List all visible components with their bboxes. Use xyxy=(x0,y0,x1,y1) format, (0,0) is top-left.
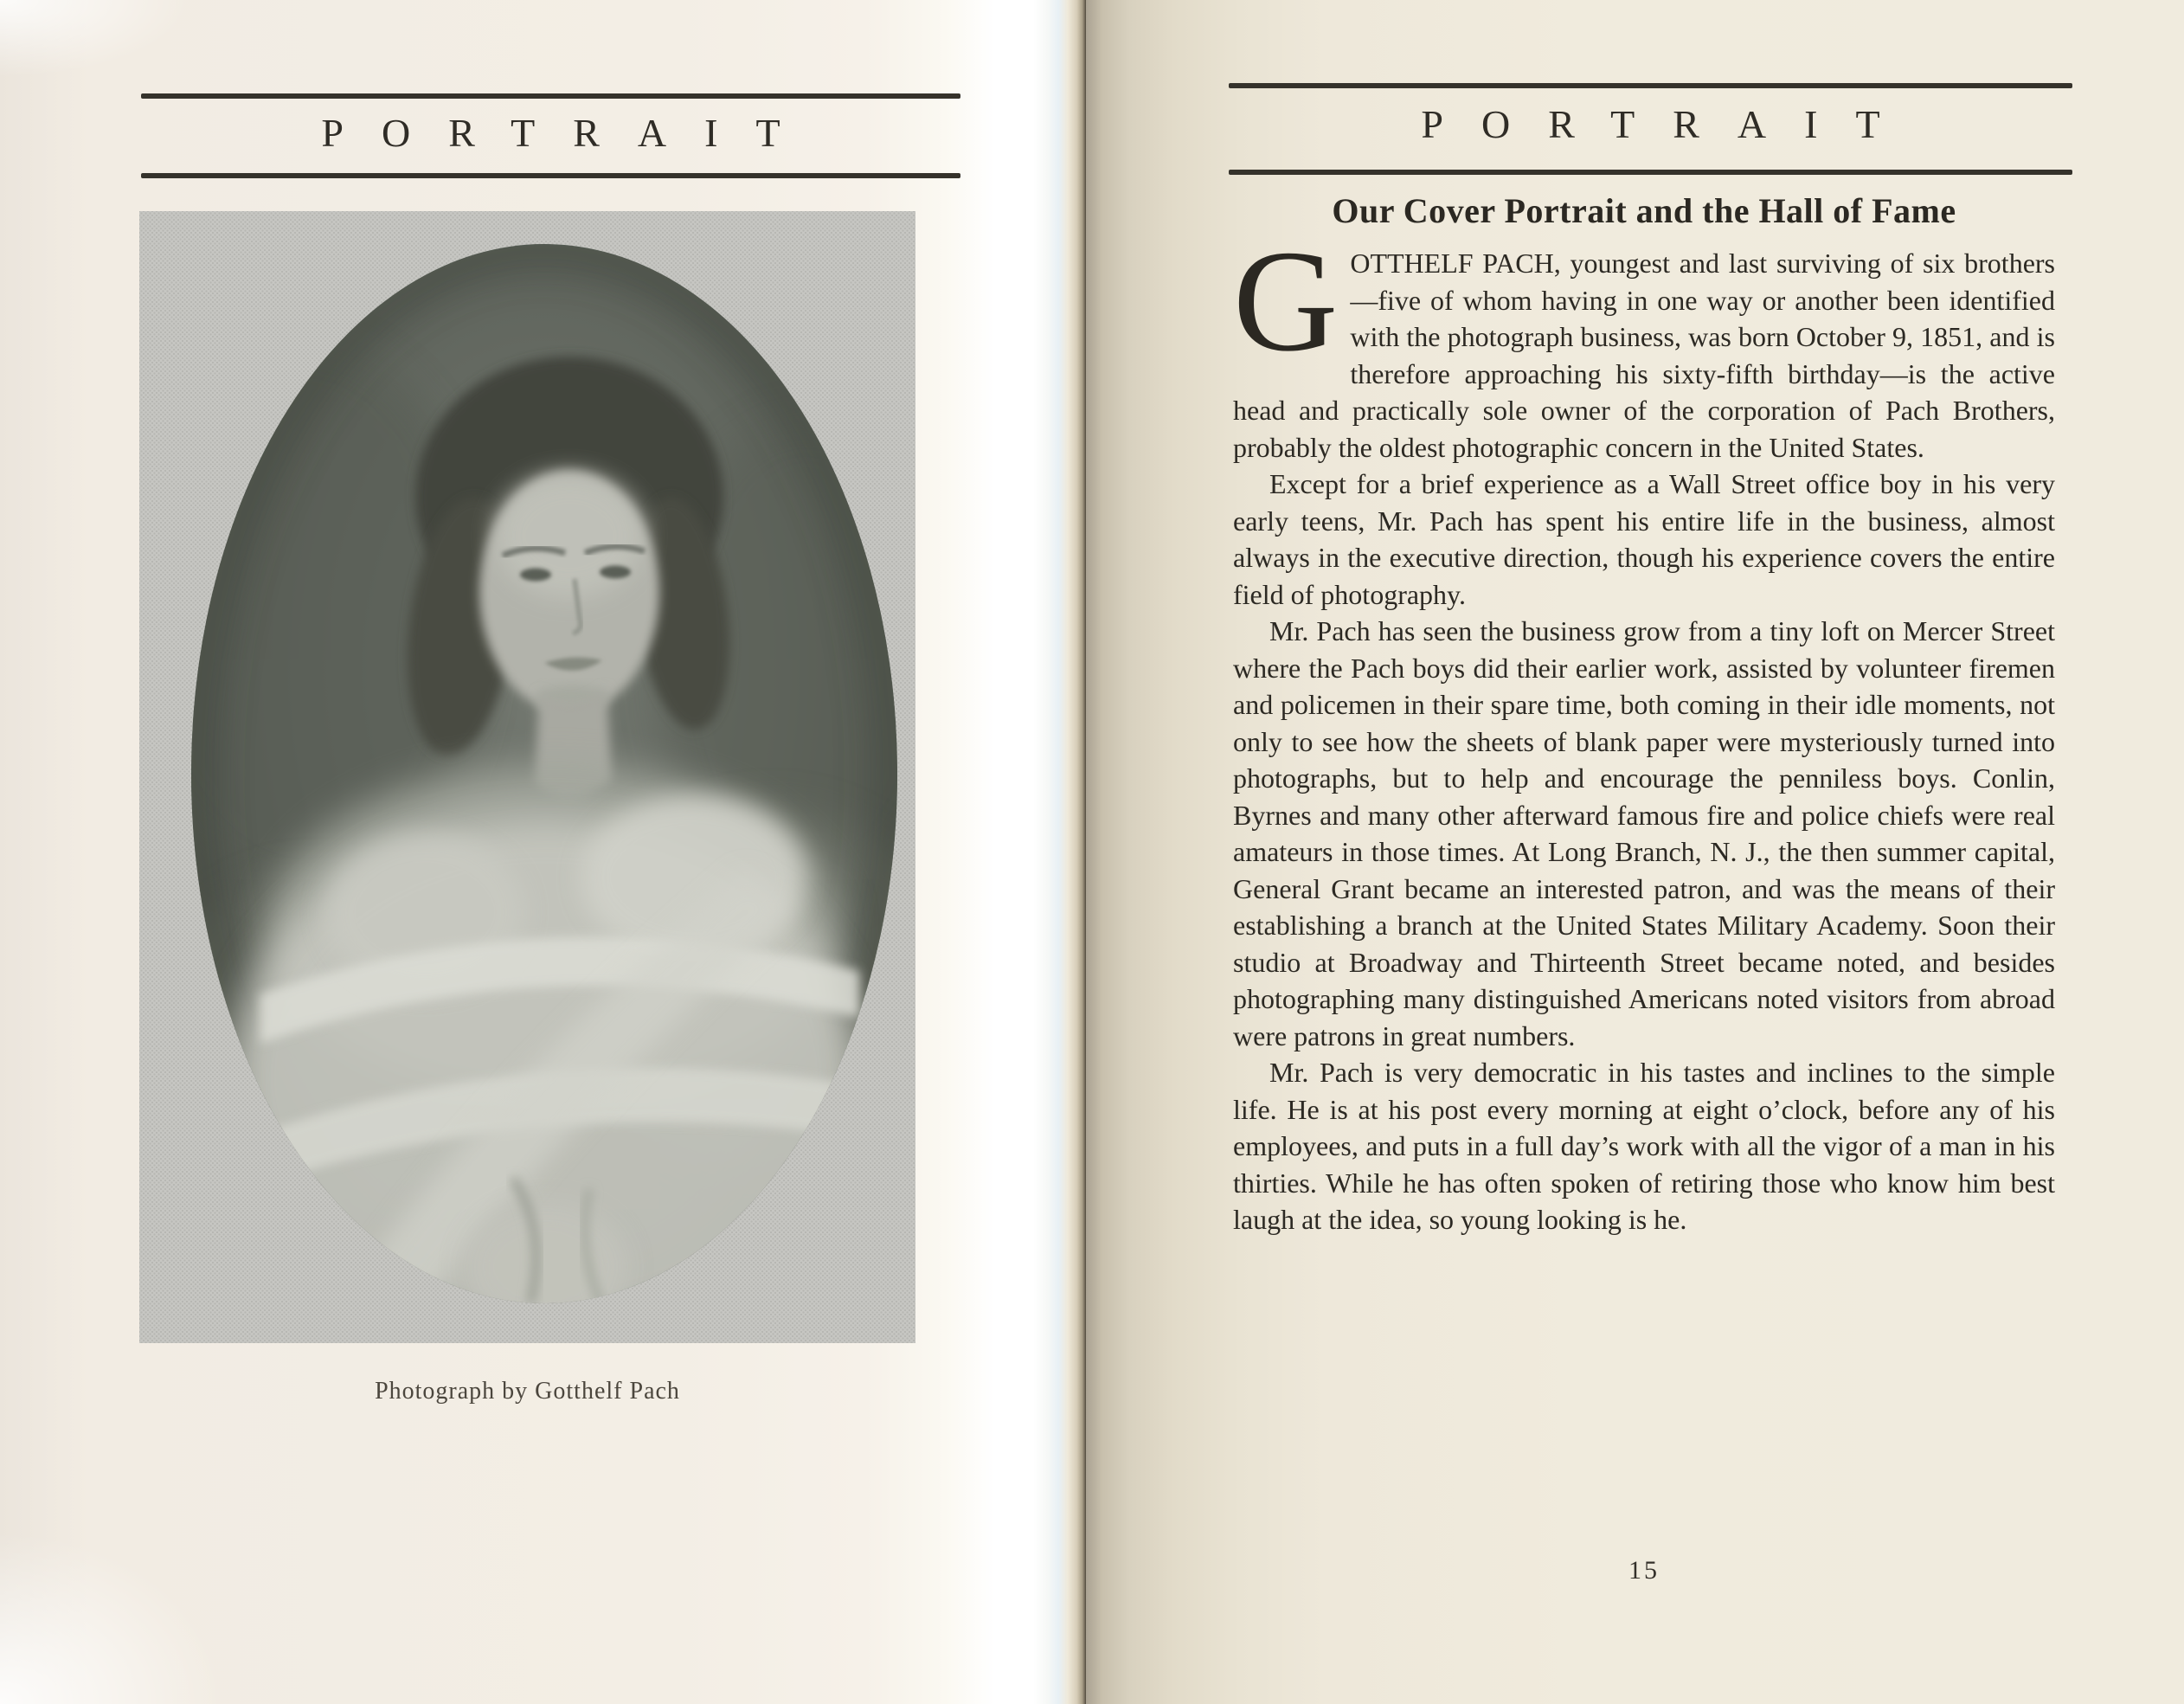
photo-caption: Photograph by Gotthelf Pach xyxy=(375,1378,680,1405)
lead-paragraph-text: OTTHELF PACH, youngest and last surviving of six brothers—five of whom having in one way or another been identified with the photograph business, was born October 9, 1851, and is therefore approaching his sixty-fifth birthday—is the active head and practically sole owner of the corporation of Pach Brothers, probably the oldest photographic concern in the United States. xyxy=(1233,248,2055,463)
right-page xyxy=(1086,0,2184,1704)
drop-cap: G xyxy=(1233,221,1339,382)
paragraph-4: Mr. Pach is very democratic in his tastes and inclines to the simple life. He is at his post every morning at eight o’clock, before any of his employees, and puts in a full day’s work with all the vigor of a man in his thirties. While he has often spoken of retiring those who know him best laugh at the idea, so young looking is he. xyxy=(1233,1057,2055,1235)
left-header-rule-bottom xyxy=(141,173,960,178)
page-gutter xyxy=(995,0,1086,1704)
portrait-photograph xyxy=(139,211,915,1343)
article-body xyxy=(1233,221,2055,1238)
lead-paragraph xyxy=(1233,221,2055,466)
left-page xyxy=(0,0,995,1704)
right-header-rule-top xyxy=(1229,83,2072,88)
left-header-rule-top xyxy=(141,93,960,99)
tulle-shawl xyxy=(230,765,868,1336)
paragraph-2: Except for a brief experience as a Wall Street office boy in his very early teens, Mr. Pach has spent his entire life in the business, almost always in the executive direction, though his experience covers the entire field of photography. xyxy=(1233,468,2055,610)
page-number: 15 xyxy=(1628,1556,1660,1585)
oval-portrait-illustration xyxy=(139,211,915,1343)
article-title: Our Cover Portrait and the Hall of Fame xyxy=(1332,191,1956,230)
left-running-head: PORTRAIT xyxy=(321,111,819,155)
paragraph-3: Mr. Pach has seen the business grow from a tiny loft on Mercer Street where the Pach boys did their earlier work, assisted by volunteer firemen and policemen in their spare time, both coming in their idle moments, not only to see how the sheets of blank paper were mysteriously turned into photographs, but to help and encourage the penniless boys. Conlin, Byrnes and many other afterward famous fire and police chiefs were real amateurs in those times. At Long Branch, N. J., the then summer capital, General Grant became an interested patron, and was the means of their establishing a branch at the United States Military Academy. Soon their studio at Broadway and Thirteenth Street became noted, and besides photographing many distinguished Americans noted visitors from abroad were patrons in great numbers. xyxy=(1233,615,2055,1051)
right-header-rule-bottom xyxy=(1229,170,2072,175)
right-running-head: PORTRAIT xyxy=(1421,102,1918,146)
